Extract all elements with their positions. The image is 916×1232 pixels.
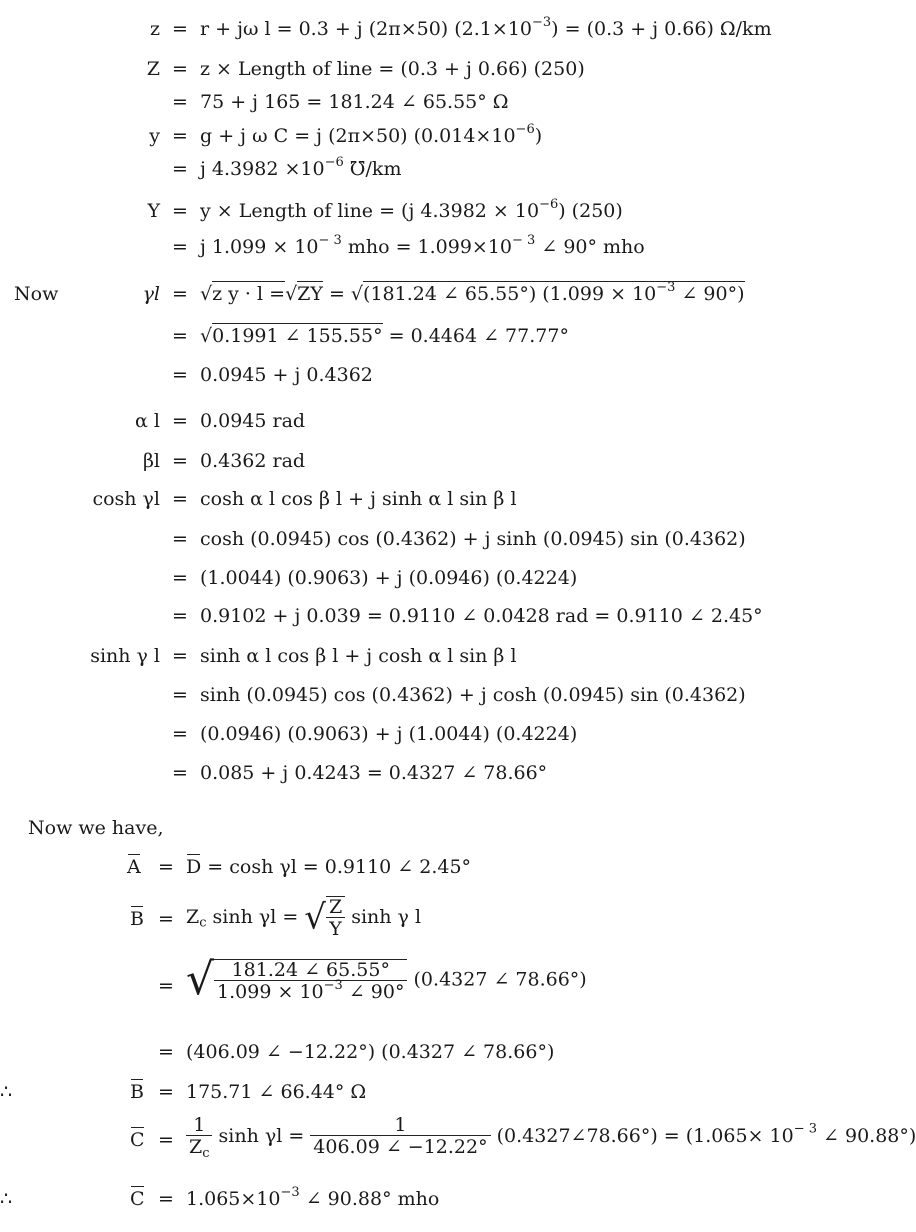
eq-B-1: $Z_c$ sinh γl = √ $\frac{Z}{Y}$ sinh γ l xyxy=(186,896,422,940)
equals-sign: = xyxy=(172,364,188,386)
equals-sign: = xyxy=(172,450,188,472)
eq-sinh-4: 0.085 + j 0.4243 = 0.4327 ∠ 78.66° xyxy=(200,762,548,784)
eq-cosh-2: cosh (0.0945) cos (0.4362) + j sinh (0.0945) sin (0.4362) xyxy=(200,528,746,550)
eq-sinh-3: (0.0946) (0.9063) + j (1.0044) (0.4224) xyxy=(200,723,578,745)
equals-sign: = xyxy=(158,1129,174,1151)
equals-sign: = xyxy=(172,723,188,745)
eq-C-2: $1.065\times 10^{-3}$ ∠ 90.88° mho xyxy=(186,1185,440,1210)
equals-sign: = xyxy=(172,283,188,305)
lhs-C-result: C xyxy=(130,1188,145,1210)
eq-cosh-3: (1.0044) (0.9063) + j (0.0946) (0.4224) xyxy=(200,567,578,589)
now-label: Now xyxy=(14,283,59,305)
eq-sinh-2: sinh (0.0945) cos (0.4362) + j cosh (0.0945) sin (0.4362) xyxy=(200,684,746,706)
equals-sign: = xyxy=(172,567,188,589)
eq-sinh-1: sinh α l cos β l + j cosh α l sin β l xyxy=(200,645,517,667)
lhs-alpha-l: α l xyxy=(135,410,160,432)
equals-sign: = xyxy=(172,762,188,784)
therefore-symbol: ∴ xyxy=(0,1081,13,1103)
eq-Y-value: j $1.099 \times 10^{- 3}$ mho = $1.099\times 10^{- 3}$ ∠ 90° mho xyxy=(200,233,645,258)
eq-B-2: √ $\frac{181.24 \angle 65.55^\circ}{1.099 \times 10^{-3} \angle 90^\circ}$ (0.4327 ∠ 78.66°) xyxy=(186,954,587,1005)
eq-C-1: $\frac{1}{Z_c}$ sinh γl = $\frac{1}{406.09 \angle -12.22^\circ}$ (0.4327∠78.66°) = ($1.065\times 10^{- 3}$ ∠ 90.88°) xyxy=(186,1116,916,1157)
lhs-z: z xyxy=(149,18,160,40)
equals-sign: = xyxy=(172,410,188,432)
equals-sign: = xyxy=(158,1041,174,1063)
equals-sign: = xyxy=(158,1188,174,1210)
eq-gamma-l: √z y · l =√ZY = √(181.24 ∠ 65.55°) ($1.099 \times 10^{-3}$ ∠ 90°) xyxy=(200,280,745,305)
eq-alpha-l: 0.0945 rad xyxy=(200,410,306,432)
eq-cosh-4: 0.9102 + j 0.039 = 0.9110 ∠ 0.0428 rad = 0.9110 ∠ 2.45° xyxy=(200,605,763,627)
eq-Z-polar: 75 + j 165 = 181.24 ∠ 65.55° Ω xyxy=(200,91,509,113)
equals-sign: = xyxy=(158,975,174,997)
equals-sign: = xyxy=(172,158,188,180)
lhs-Y: Y xyxy=(147,200,160,222)
equals-sign: = xyxy=(172,18,188,40)
equals-sign: = xyxy=(172,58,188,80)
equals-sign: = xyxy=(172,528,188,550)
eq-cosh-1: cosh α l cos β l + j sinh α l sin β l xyxy=(200,488,517,510)
eq-z: r + jω l = 0.3 + j (2π×50) $(2.1\times 10^{-3}) = (0.3 + j$ 0.66) Ω/km xyxy=(200,15,772,40)
eq-B-3: (406.09 ∠ −12.22°) (0.4327 ∠ 78.66°) xyxy=(186,1041,555,1063)
eq-beta-l: 0.4362 rad xyxy=(200,450,306,472)
equals-sign: = xyxy=(172,200,188,222)
sqrt-product: √(181.24 ∠ 65.55°) ($1.099 \times 10^{-3}$ ∠ 90°) xyxy=(350,280,745,305)
sqrt-ZY: √ZY xyxy=(285,283,323,305)
equals-sign: = xyxy=(158,908,174,930)
lhs-B-result: B xyxy=(130,1081,144,1103)
lhs-Z: Z xyxy=(146,58,160,80)
equals-sign: = xyxy=(172,236,188,258)
lhs-cosh: cosh γl xyxy=(92,488,160,510)
equals-sign: = xyxy=(172,91,188,113)
equals-sign: = xyxy=(172,645,188,667)
eq-Z: z × Length of line = (0.3 + j 0.66) (250) xyxy=(200,58,585,80)
lhs-sinh: sinh γ l xyxy=(90,645,160,667)
eq-B-4: 175.71 ∠ 66.44° Ω xyxy=(186,1081,367,1103)
lhs-C: C xyxy=(130,1129,145,1151)
equals-sign: = xyxy=(172,125,188,147)
lhs-A: A xyxy=(127,856,141,878)
sqrt-zy: √z y · l = xyxy=(200,283,286,305)
eq-gamma-l-polar: √0.1991 ∠ 155.55° = 0.4464 ∠ 77.77° xyxy=(200,325,569,347)
eq-y-value: j $4.3982 \times 10^{-6}$ ℧/km xyxy=(200,155,402,180)
equals-sign: = xyxy=(172,684,188,706)
equals-sign: = xyxy=(172,605,188,627)
eq-y: g + j ω C = j (2π×50) $(0.014\times 10^{-6})$ xyxy=(200,122,543,147)
equals-sign: = xyxy=(172,488,188,510)
now-we-have: Now we have, xyxy=(28,817,164,839)
eq-A-D: D = cosh γl = 0.9110 ∠ 2.45° xyxy=(186,856,472,878)
equals-sign: = xyxy=(158,856,174,878)
lhs-B: B xyxy=(130,908,144,930)
eq-gamma-l-rect: 0.0945 + j 0.4362 xyxy=(200,364,373,386)
therefore-symbol: ∴ xyxy=(0,1188,13,1210)
lhs-y: y xyxy=(149,125,160,147)
equals-sign: = xyxy=(158,1081,174,1103)
eq-Y: y × Length of line = (j $4.3982 \times 10^{-6}$) (250) xyxy=(200,197,623,222)
equals-sign: = xyxy=(172,325,188,347)
lhs-beta-l: βl xyxy=(142,450,160,472)
lhs-gamma-l: γl xyxy=(142,283,160,305)
